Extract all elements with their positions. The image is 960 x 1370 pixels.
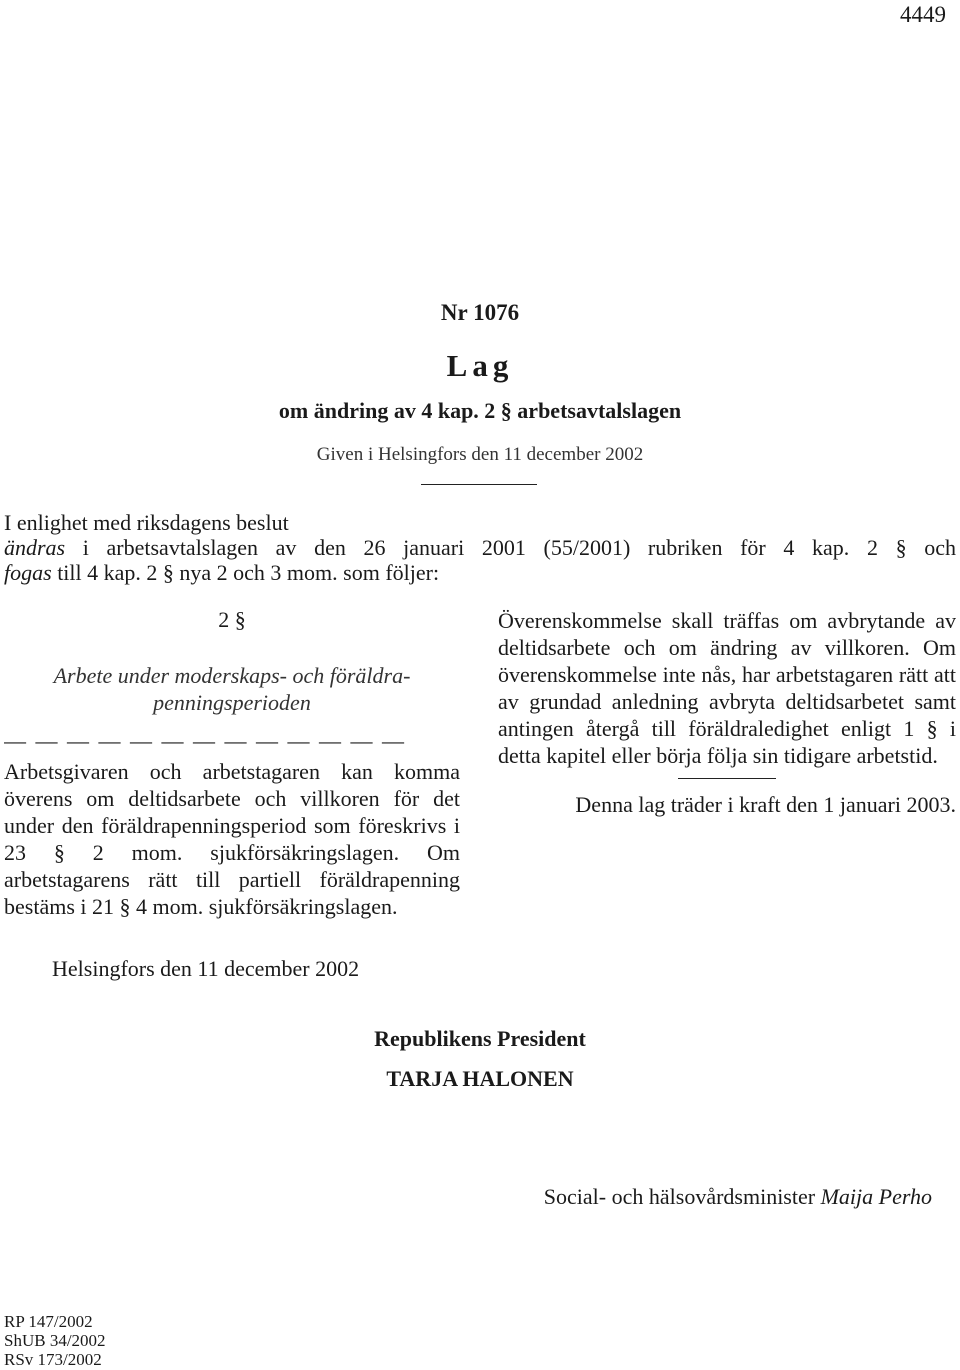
law-type: Lag — [446, 348, 514, 383]
section-title: Arbete under moderskaps- och föräldra-penningsperioden — [53, 663, 411, 715]
intro-amend-word: ändras — [4, 535, 66, 560]
section-paragraph-right — [498, 607, 956, 769]
president-title: Republikens President — [374, 1026, 586, 1051]
intro-line-3-text: till 4 kap. 2 § nya 2 och 3 mom. som följer: — [51, 560, 440, 585]
page-number: 4449 — [900, 2, 946, 27]
reference-rsv: RSv 173/2002 — [4, 1350, 102, 1369]
signing-place-date: Helsingfors den 11 december 2002 — [52, 956, 360, 981]
omission-dashes: — — — — — — — — — — — — — — [4, 728, 406, 753]
law-number: Nr 1076 — [440, 300, 520, 325]
given-date: Given i Helsingfors den 11 december 2002 — [316, 444, 644, 465]
minister-signature — [544, 1184, 932, 1210]
law-title: om ändring av 4 kap. 2 § arbetsavtalslagen — [278, 398, 682, 423]
minister-title: Social- och hälsovårdsminister — [543, 1184, 816, 1209]
minister-name: Maija Perho — [820, 1184, 932, 1209]
intro-line-2-text: i arbetsavtalslagen av den 26 januari 2001 (55/2001) rubriken för 4 kap. 2 § och — [65, 535, 956, 560]
intro-line-3 — [4, 560, 956, 585]
intro-line-2 — [4, 535, 956, 560]
paragraph-left-text: Arbetsgivaren och arbetstagaren kan komma överens om deltidsarbete och villkoren för det under den föräldrapenningsperiod som föreskrivs i 23 § 2 mom. sjukförsäkringslagen. Om arbetstagarens rätt till partiell föräldrapenning bestäms i 21 § 4 mom. sjukförsäkringslagen. — [4, 759, 460, 919]
effective-divider — [678, 778, 776, 779]
section-heading: 2 § — [218, 607, 246, 632]
header-divider — [421, 484, 537, 485]
references — [4, 1312, 106, 1369]
reference-shub: ShUB 34/2002 — [4, 1331, 106, 1350]
intro-text — [4, 510, 956, 585]
paragraph-right-text: Överenskommelse skall träffas om avbrytande av deltidsarbete och om ändring av villkoren. Om överenskommelse inte nås, har arbetstagaren rätt att av grundad anledning avbryta deltidsarbetet samt antingen återgå till föräldraledighet enligt 1 § i detta kapitel eller börja följa sin tidigare arbetstid. — [498, 608, 956, 768]
reference-rp: RP 147/2002 — [4, 1312, 93, 1331]
president-name: TARJA HALONEN — [386, 1066, 574, 1091]
intro-add-word: fogas — [4, 560, 52, 585]
section-paragraph-left — [4, 758, 460, 920]
effective-date: Denna lag träder i kraft den 1 januari 2003. — [575, 792, 956, 817]
intro-line-1: I enlighet med riksdagens beslut — [4, 510, 289, 535]
